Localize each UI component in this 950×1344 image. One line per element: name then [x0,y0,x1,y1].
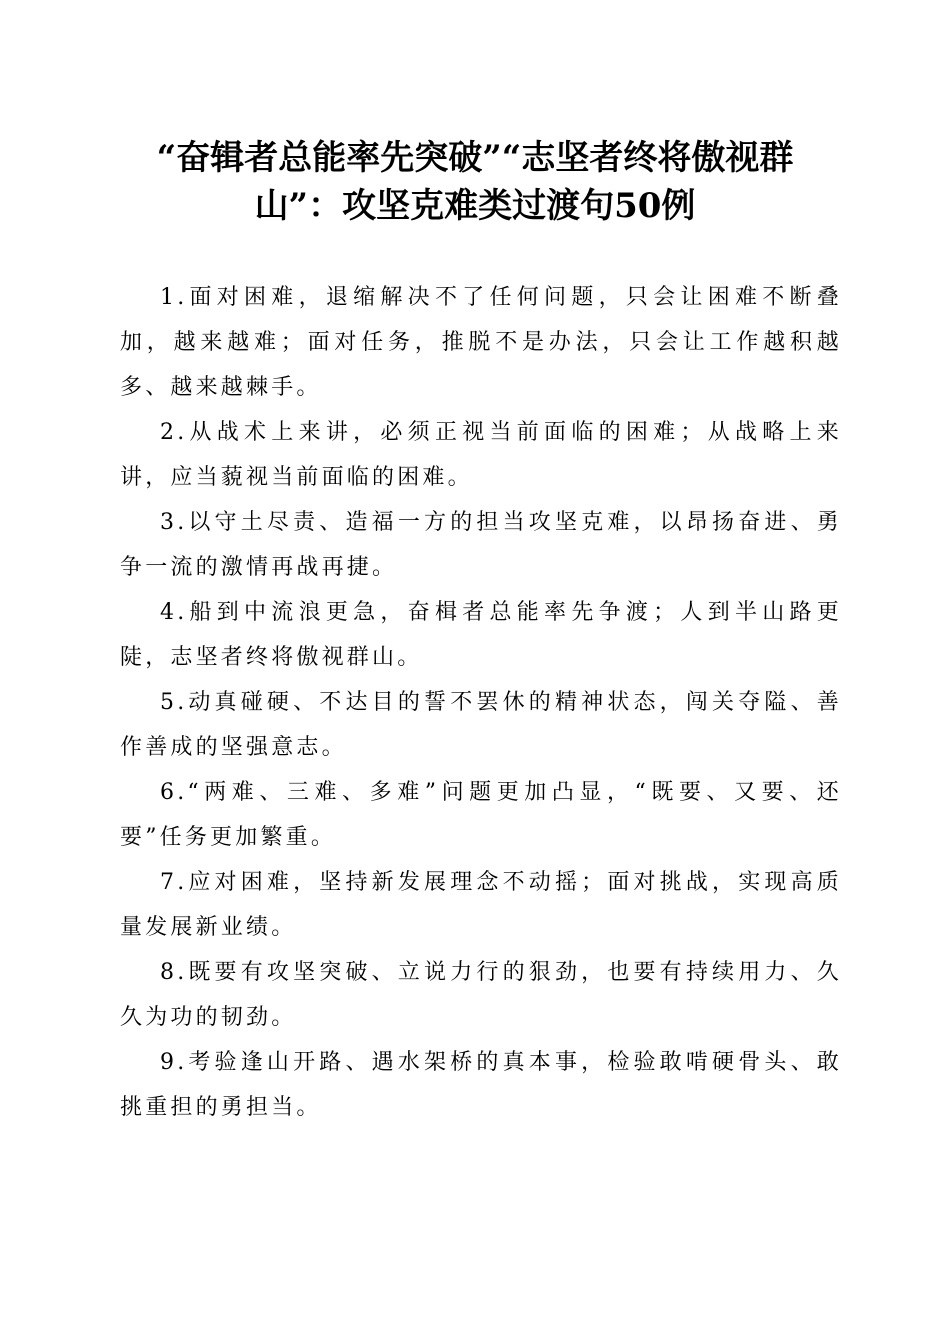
paragraph-4: 4.船到中流浪更急，奋楫者总能率先争渡；人到半山路更陡，志坚者终将傲视群山。 [120,600,842,670]
paragraph-2: 2.从战术上来讲，必须正视当前面临的困难；从战略上来讲，应当藐视当前面临的困难。 [120,420,842,490]
paragraph-5: 5.动真碰硬、不达目的誓不罢休的精神状态，闯关夺隘、善作善成的坚强意志。 [120,690,842,760]
paragraph-7: 7.应对困难，坚持新发展理念不动摇；面对挑战，实现高质量发展新业绩。 [120,870,842,940]
paragraph-6: 6.“两难、三难、多难”问题更加凸显，“既要、又要、还要”任务更加繁重。 [120,780,842,850]
paragraph-3: 3.以守土尽责、造福一方的担当攻坚克难，以昂扬奋进、勇争一流的激情再战再捷。 [120,510,842,580]
document-title [100,134,850,230]
document-body [120,275,842,1130]
title-line-2: 山”：攻坚克难类过渡句50例 [254,186,696,226]
paragraph-8: 8.既要有攻坚突破、立说力行的狠劲，也要有持续用力、久久为功的韧劲。 [120,960,842,1030]
paragraph-9: 9.考验逢山开路、遇水架桥的真本事，检验敢啃硬骨头、敢挑重担的勇担当。 [120,1050,842,1120]
title-line-1: “奋辑者总能率先突破”“志坚者终将傲视群 [156,138,794,178]
paragraph-1: 1.面对困难，退缩解决不了任何问题，只会让困难不断叠加，越来越难；面对任务，推脱不是办法，只会让工作越积越多、越来越棘手。 [120,285,842,400]
